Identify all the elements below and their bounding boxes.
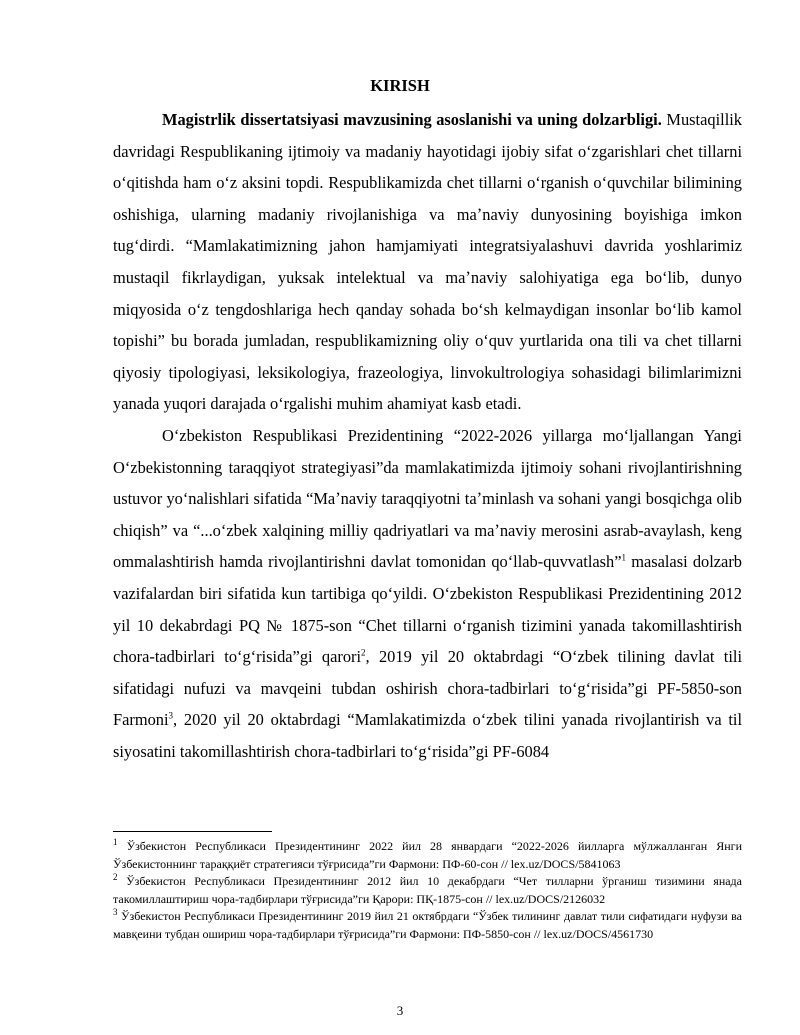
paragraph-legal-part-d: , 2020 yil 20 oktabrdagi “Mamlakatimizda oʻzbek tilini yanada rivojlantirish va til siyosatini takomillashtirish chora-tadbirlari toʻgʻrisida”gi PF-6084 [113, 710, 742, 761]
paragraph-intro [113, 104, 742, 420]
footnote-text: Ўзбекистон Республикаси Президентининг 2019 йил 21 октябрдаги “Ўзбек тилининг давлат тили сифатидаги нуфузи ва мавқеини тубдан ошириш чора-тадбирлари тўғрисида”ги Фармони: ПФ-5850-сон // lex.uz/DOCS/4561730 [113, 909, 742, 941]
page-title: KIRISH [370, 76, 430, 95]
footnote-mark: 3 [113, 907, 118, 917]
paragraph-legal-part-b: masalasi dolzarb vazifalardan biri sifatida kun tartibiga qoʻyildi. Oʻzbekiston Respublikasi Prezidentining 2012 yil 10 dekabrdagi PQ № 1875-son “Chet tillarni oʻrganish tizimini yanada takomillashtirish chora-tadbirlari toʻgʻrisida”gi qarori [113, 552, 742, 667]
footnote-ref-1[interactable]: 1 [621, 552, 626, 563]
paragraph-legal-part-a: Oʻzbekiston Respublikasi Prezidentining “2022-2026 yillarga moʻljallangan Yangi Oʻzbekistonning taraqqiyot strategiyasi”da mamlakatimizda ijtimoiy sohani rivojlantirishning ustuvor yoʻnalishlari sifatida “Maʼnaviy taraqqiyotni taʼminlash va sohani yangi bosqichga olib chiqish” va “...oʻzbek xalqining milliy qadriyatlari va maʼnaviy merosini asrab-avaylash, keng ommalashtirish hamda rivojlantirishni davlat tomonidan qoʻllab-quvvatlash” [113, 425, 742, 572]
page-number: 3 [396, 1003, 404, 1018]
footnote-divider [113, 831, 272, 832]
footnote-mark: 2 [113, 872, 118, 882]
footnote-ref-3[interactable]: 3 [168, 710, 174, 721]
footnotes [113, 838, 742, 943]
body-text [113, 104, 742, 767]
footnote-2 [113, 873, 742, 908]
paragraph-intro-text: Mustaqillik davridagi Respublikaning ijtimoiy va madaniy hayotidagi ijobiy sifat oʻzgarishlari chet tillarni oʻqitishda ham oʻz aksini topdi. Respublikamizda chet tillarni oʻrganish oʻquvchilar bilimining oshishiga, ularning madaniy rivojlanishiga va maʼnaviy dunyosining boyishiga imkon tugʻdirdi. “Mamlakatimizning jahon hamjamiyati integratsiyalashuvi davrida yoshlarimiz mustaqil fikrlaydigan, yuksak intelektual va maʼnaviy salohiyatiga ega boʻlib, dunyo miqyosida oʻz tengdoshlariga hech qanday sohada boʻsh kelmaydigan insonlar boʻlib kamol topishi” bu borada jumladan, respublikamizning oliy oʻquv yurtlarida ona tili va chet tillarni qiyosiy tipologiyasi, leksikologiya, frazeologiya, linvokultrologiya sohasidagi bilimlarimizni yanada yuqori darajada oʻrgalishi muhim ahamiyat kasb etadi. [113, 110, 742, 414]
footnote-1 [113, 838, 742, 873]
section-subheading: Magistrlik dissertatsiyasi mavzusining asoslanishi va uning dolzarbligi. [162, 110, 662, 129]
footnote-text: Ўзбекистон Республикаси Президентининг 2022 йил 28 январдаги “2022-2026 йилларга мўлжалланган Янги Ўзбекистоннинг тараққиёт стратегияси тўғрисида”ги Фармони: ПФ-60-сон // lex.uz/DOCS/5841063 [113, 839, 742, 871]
paragraph-legal-part-c: , 2019 yil 20 oktabrdagi “Oʻzbek tilining davlat tili sifatidagi nufuzi va mavqeini tubdan oshirish chora-tadbirlari toʻgʻrisida”gi PF-5850-son Farmoni [113, 647, 743, 730]
paragraph-legal [113, 420, 742, 768]
footnote-ref-2[interactable]: 2 [361, 647, 366, 658]
footnote-mark: 1 [113, 837, 118, 847]
footnote-3 [113, 908, 742, 943]
footnote-text: Ўзбекистон Республикаси Президентининг 2012 йил 10 декабрдаги “Чет тилларни ўрганиш тизимини янада такомиллаштириш чора-тадбирлари тўғрисида”ги Қарори: ПҚ-1875-сон // lex.uz/DOCS/2126032 [113, 874, 742, 906]
